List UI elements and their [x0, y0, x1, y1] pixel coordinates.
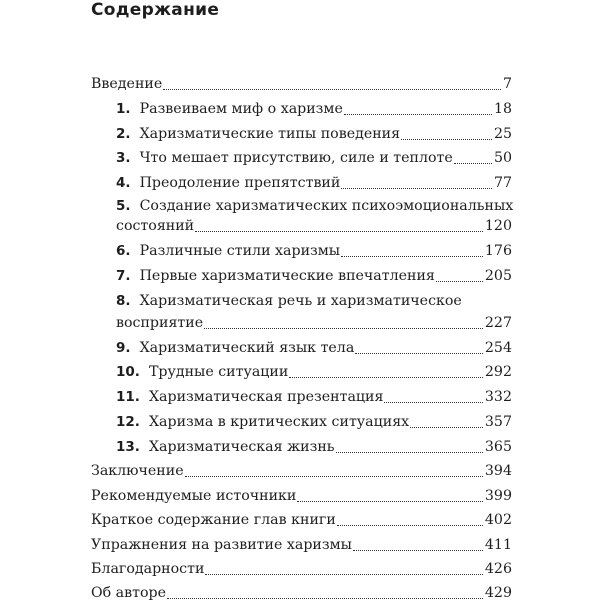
toc-entry-page-number: 7 — [502, 76, 512, 92]
toc-entry-title — [116, 148, 453, 168]
toc-entry-page-number: 394 — [484, 463, 512, 479]
toc-entry-number: 5. — [116, 198, 131, 214]
dot-leader — [297, 501, 483, 502]
toc-entry-number: 9. — [116, 340, 131, 356]
toc-entry-title-text: Создание харизматических психоэмоциональных — [139, 198, 514, 214]
toc-entry-title-text: Благодарности — [91, 561, 205, 577]
toc-entry-title-text: Заключение — [91, 463, 184, 479]
toc-entry-number: 11. — [116, 389, 140, 405]
dot-leader — [384, 402, 482, 403]
toc-entry-title-text: Харизматическая жизнь — [148, 439, 335, 455]
dot-leader — [344, 114, 492, 115]
toc-entry-title — [91, 559, 204, 579]
toc-entry-title — [116, 291, 462, 311]
page-title: Содержание — [91, 0, 220, 20]
toc-entry-number: 3. — [116, 150, 131, 166]
toc-entry-number: 10. — [116, 364, 140, 380]
toc-entry-title-continuation: состояний — [116, 218, 195, 234]
toc-entry-title-text: Об авторе — [91, 585, 166, 601]
toc-entry-page-number: 176 — [484, 243, 512, 259]
toc-entry-title — [116, 124, 400, 144]
toc-entry-title — [116, 266, 435, 286]
toc-entry-title — [91, 583, 166, 603]
toc-entry-title-text: Харизматический язык тела — [139, 340, 355, 356]
toc-entry-page-number: 18 — [493, 101, 512, 117]
dot-leader — [353, 550, 483, 551]
dot-leader — [204, 328, 483, 329]
toc-entry-title-text: Преодоление препятствий — [139, 175, 341, 191]
toc-entry-page-number: 399 — [484, 488, 512, 504]
toc-entry-title — [116, 437, 335, 457]
dot-leader — [185, 476, 483, 477]
toc-entry-title — [116, 338, 354, 358]
dot-leader — [401, 139, 492, 140]
toc-entry-page-number: 227 — [484, 315, 512, 331]
dot-leader — [289, 377, 483, 378]
dot-leader — [337, 525, 483, 526]
toc-entry-title-text: Харизматическая презентация — [148, 389, 384, 405]
toc-entry-number: 12. — [116, 414, 140, 430]
toc-entry-page-number: 429 — [484, 585, 512, 601]
toc-entry-number: 13. — [116, 439, 140, 455]
dot-leader — [355, 353, 483, 354]
toc-entry-number: 4. — [116, 175, 131, 191]
toc-entry-title — [116, 387, 383, 407]
toc-entry-page-number: 292 — [484, 364, 512, 380]
toc-entry-title — [91, 535, 352, 555]
toc-entry-page-number: 254 — [484, 340, 512, 356]
toc-entry-title-text: Харизматическая речь и харизматическое — [139, 293, 462, 309]
toc-entry-page-number: 77 — [493, 175, 512, 191]
dot-leader — [167, 598, 483, 599]
dot-leader — [341, 256, 483, 257]
toc-entry-title-text: Различные стили харизмы — [139, 243, 341, 259]
toc-entry-title-text: Введение — [91, 76, 163, 92]
dot-leader — [163, 89, 501, 90]
dot-leader — [454, 163, 492, 164]
toc-entry-title — [116, 173, 340, 193]
toc-entry-title-text: Что мешает присутствию, силе и теплоте — [139, 150, 453, 166]
dot-leader — [336, 452, 483, 453]
toc-entry-title — [116, 241, 340, 261]
toc-entry-number: 8. — [116, 293, 131, 309]
toc-entry-title — [116, 196, 513, 216]
toc-entry-title-text: Харизма в критических ситуациях — [148, 414, 410, 430]
dot-leader — [341, 188, 492, 189]
toc-entry-title — [116, 362, 288, 382]
toc-entry-title — [91, 461, 184, 481]
toc-entry-title-text: Харизматические типы поведения — [139, 126, 401, 142]
toc-entry-title — [116, 99, 343, 119]
toc-entry-number: 2. — [116, 126, 131, 142]
toc-entry-page-number: 205 — [484, 268, 512, 284]
toc-entry-number: 1. — [116, 101, 131, 117]
dot-leader — [410, 427, 483, 428]
toc-entry-title — [91, 510, 336, 530]
toc-entry-page-number: 402 — [484, 512, 512, 528]
toc-entry-page-number: 365 — [484, 439, 512, 455]
toc-entry-title-text: Трудные ситуации — [148, 364, 289, 380]
toc-entry-page-number: 50 — [493, 150, 512, 166]
toc-entry-page-number: 120 — [484, 218, 512, 234]
toc-entry-title-continuation: восприятие — [116, 315, 204, 331]
toc-entry-title-text: Упражнения на развитие харизмы — [91, 537, 352, 553]
toc-entry-title-text: Рекомендуемые источники — [91, 488, 297, 504]
toc-entry-number: 7. — [116, 268, 131, 284]
toc-entry-title — [91, 486, 296, 506]
toc-entry-page-number: 426 — [484, 561, 512, 577]
dot-leader — [436, 281, 483, 282]
dot-leader — [205, 574, 483, 575]
toc-entry-page-number: 332 — [484, 389, 512, 405]
toc-entry-page-number: 25 — [493, 126, 512, 142]
toc-entry-title-text: Развеиваем миф о харизме — [139, 101, 343, 117]
toc-entry-page-number: 411 — [484, 537, 512, 553]
toc-entry-title — [116, 412, 409, 432]
toc-entry-title-text: Краткое содержание глав книги — [91, 512, 336, 528]
toc-entry-title-text: Первые харизматические впечатления — [139, 268, 435, 284]
dot-leader — [195, 231, 483, 232]
toc-entry-title — [91, 74, 162, 94]
toc-entry-page-number: 357 — [484, 414, 512, 430]
toc-entry-number: 6. — [116, 243, 131, 259]
